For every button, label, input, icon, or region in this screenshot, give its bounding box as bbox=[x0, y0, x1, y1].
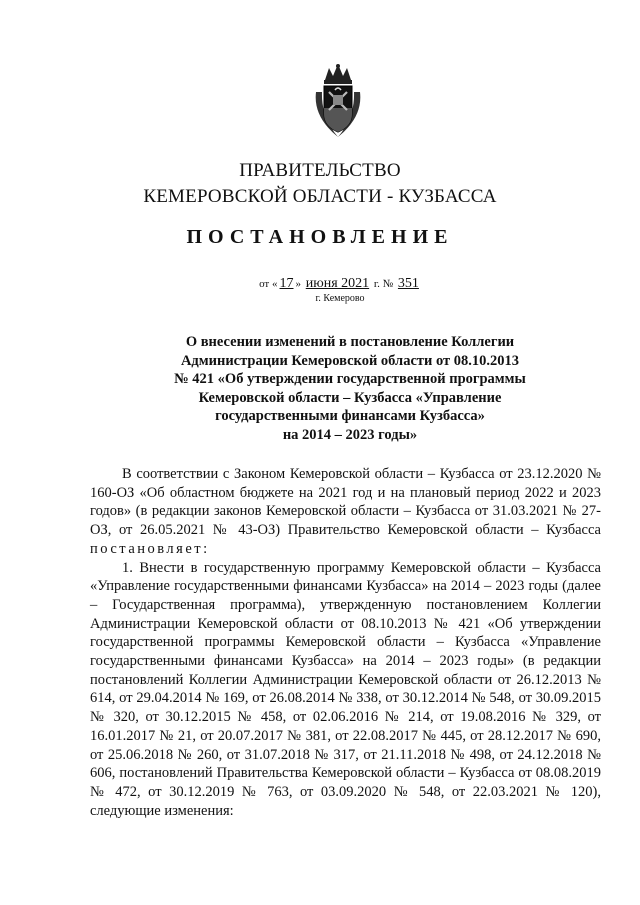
date-mid: » bbox=[295, 278, 301, 290]
subject-line: № 421 «Об утверждении государственной программы bbox=[174, 371, 526, 387]
decree-title: ПОСТАНОВЛЕНИЕ bbox=[186, 226, 454, 248]
subject-line: Администрации Кемеровской области от 08.10.2013 bbox=[180, 352, 520, 369]
subject-line: Кемеровской области – Кузбасса «Управление bbox=[198, 389, 502, 406]
decree-body bbox=[90, 465, 601, 820]
decree-subject bbox=[140, 333, 560, 444]
date-month-year: июня 2021 bbox=[305, 276, 370, 291]
city-name: г. Кемерово bbox=[315, 293, 365, 304]
kemerovo-coat-of-arms-icon bbox=[311, 62, 365, 142]
decree-number: 351 bbox=[397, 276, 419, 291]
subject-line: на 2014 – 2023 годы» bbox=[282, 426, 418, 443]
preamble-text: В соответствии с Законом Кемеровской области – Кузбасса от 23.12.2020 № 160-ОЗ «Об областном бюджете на 2021 год и на плановый период 2022 и 2023 годов» (в редакции законов Кемеровской области – Кузбасса от 31.03.2021 № 27-ОЗ, от 26.05.2021 № 43-ОЗ) Правительство Кемеровской области – Кузбасса bbox=[90, 466, 601, 539]
paragraph-item-1: 1. Внести в государственную программу Кемеровской области – Кузбасса «Управление государственными финансами Кузбасса» на 2014 – 2023 годы (далее – Государственная программа), утвержденную постановлением Коллегии Администрации Кемеровской области от 08.10.2013 № 421 «Об утверждении государственной программы Кемеровской области – Кузбасса «Управление государственными финансами Кузбасса» на 2014 – 2023 годы» (в редакции постановлений Коллегии Администрации Кемеровской области от 26.12.2013 № 614, от 29.04.2014 № 169, от 26.08.2014 № 338, от 30.12.2014 № 548, от 30.09.2015 № 320, от 30.12.2015 № 458, от 02.06.2016 № 214, от 19.08.2016 № 329, от 16.01.2017 № 21, от 20.07.2017 № 381, от 22.08.2017 № 445, от 28.12.2017 № 690, от 25.06.2018 № 260, от 31.07.2018 № 317, от 21.11.2018 № 498, от 24.12.2018 № 606, постановлений Правительства Кемеровской области – Кузбасса от 08.08.2019 № 472, от 30.12.2019 № 763, от 03.09.2020 № 548, от 22.03.2021 № 120), следующие изменения: bbox=[90, 559, 601, 819]
subject-line: государственными финансами Кузбасса» bbox=[215, 408, 485, 424]
date-prefix: от « bbox=[259, 278, 278, 290]
subject-line: О внесении изменений в постановление Коллегии bbox=[185, 334, 515, 350]
decree-date-line bbox=[0, 277, 640, 291]
number-label: № bbox=[382, 278, 394, 290]
date-day: 17 bbox=[279, 276, 294, 291]
date-year-suffix: г. bbox=[373, 278, 380, 290]
government-title-line1: ПРАВИТЕЛЬСТВО bbox=[239, 160, 401, 181]
government-title-line2: КЕМЕРОВСКОЙ ОБЛАСТИ - КУЗБАССА bbox=[143, 186, 497, 207]
paragraph-preamble bbox=[90, 465, 601, 559]
preamble-resolve-word: постановляет: bbox=[90, 540, 210, 557]
